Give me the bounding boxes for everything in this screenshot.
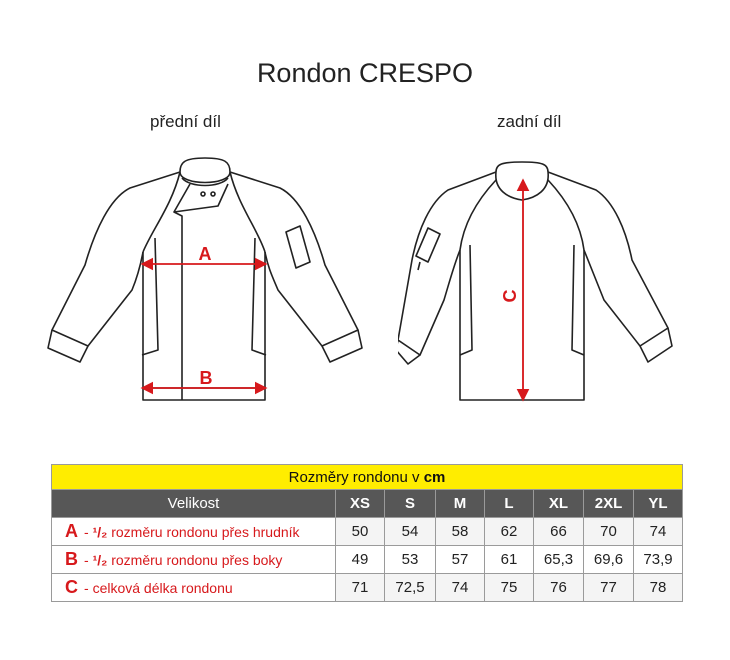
table-cell: 69,6 (584, 546, 634, 574)
header-size-xs: XS (336, 490, 385, 518)
table-cell: 57 (436, 546, 485, 574)
left-cuff (48, 330, 88, 362)
table-cell: 76 (534, 574, 584, 602)
table-cell: 66 (534, 518, 584, 546)
table-cell: 65,3 (534, 546, 584, 574)
right-cuff (322, 330, 362, 362)
header-size-2xl: 2XL (584, 490, 634, 518)
row-b-label: B - ¹/₂ rozměru rondonu přes boky (52, 546, 336, 574)
size-table (51, 464, 683, 602)
placket (174, 184, 190, 400)
table-row-b (52, 546, 683, 574)
table-caption-row (52, 465, 683, 490)
header-size-label: Velikost (52, 490, 336, 518)
page-title: Rondon CRESPO (256, 58, 474, 88)
table-row-c (52, 574, 683, 602)
table-row-a (52, 518, 683, 546)
table-header-row (52, 490, 683, 518)
table-cell: 49 (336, 546, 385, 574)
header-size-yl: YL (634, 490, 683, 518)
table-cell: 71 (336, 574, 385, 602)
table-cell: 53 (385, 546, 436, 574)
table-cell: 54 (385, 518, 436, 546)
back-view-label: zadní díl (497, 112, 562, 131)
header-size-m: M (436, 490, 485, 518)
table-cell: 58 (436, 518, 485, 546)
header-size-l: L (485, 490, 534, 518)
marker-c: C (500, 289, 520, 303)
header-size-xl: XL (534, 490, 584, 518)
back-right-sleeve (548, 172, 668, 346)
sleeve-pocket (286, 226, 310, 268)
left-sleeve-outline (52, 172, 180, 346)
table-cell: 75 (485, 574, 534, 602)
table-cell: 74 (436, 574, 485, 602)
table-cell: 78 (634, 574, 683, 602)
table-cell: 50 (336, 518, 385, 546)
front-view-label: přední díl (150, 112, 221, 131)
back-left-sleeve (398, 172, 496, 355)
table-cell: 74 (634, 518, 683, 546)
row-a-label: A - ¹/₂ rozměru rondonu přes hrudník (52, 518, 336, 546)
marker-a: A (198, 244, 212, 264)
back-collar (496, 162, 548, 172)
table-caption: Rozměry rondonu v cm (52, 465, 683, 490)
back-body-outline (460, 250, 584, 400)
row-c-label: C - celková délka rondonu (52, 574, 336, 602)
table-cell: 70 (584, 518, 634, 546)
front-jacket-drawing (40, 150, 370, 410)
back-jacket-drawing (398, 150, 698, 410)
caption-unit: cm (423, 468, 446, 486)
back-right-cuff (640, 328, 672, 362)
header-size-s: S (385, 490, 436, 518)
table-cell: 61 (485, 546, 534, 574)
table-cell: 77 (584, 574, 634, 602)
table-cell: 73,9 (634, 546, 683, 574)
table-cell: 62 (485, 518, 534, 546)
collar (180, 158, 230, 183)
table-cell: 72,5 (385, 574, 436, 602)
marker-b: B (199, 368, 213, 388)
